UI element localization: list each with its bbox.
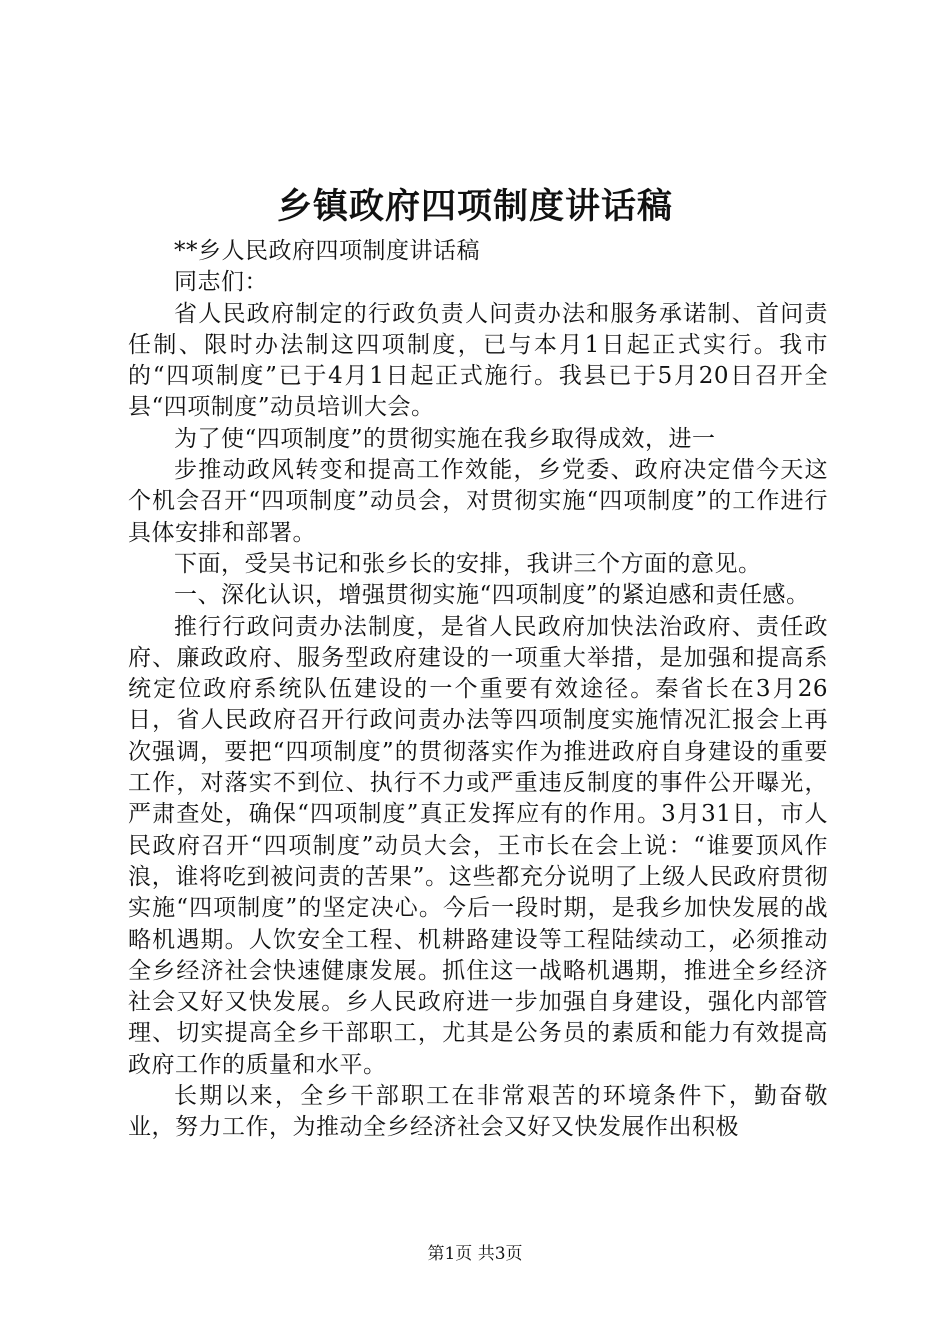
- paragraph: 步推动政风转变和提高工作效能，乡党委、政府决定借今天这个机会召开“四项制度”动员会，对贯彻实施“四项制度”的工作进行具体安排和部署。: [128, 457, 828, 546]
- document-title: 乡镇政府四项制度讲话稿: [276, 186, 673, 227]
- paragraph: 长期以来，全乡干部职工在非常艰苦的环境条件下，勤奋敬业，努力工作，为推动全乡经济社会又好又快发展作出积极: [128, 1083, 828, 1141]
- section-heading: 一、深化认识，增强贯彻实施“四项制度”的紧迫感和责任感。: [174, 582, 810, 609]
- paragraph-salutation: 同志们：: [174, 269, 268, 296]
- paragraph: 下面，受吴书记和张乡长的安排，我讲三个方面的意见。: [174, 550, 762, 577]
- paragraph: 为了使“四项制度”的贯彻实施在我乡取得成效，进一: [174, 425, 716, 452]
- document-body: [128, 236, 828, 1144]
- page-number: 第1页 共3页: [427, 1244, 523, 1264]
- paragraph: 推行行政问责办法制度，是省人民政府加快法治政府、责任政府、廉政政府、服务型政府建设的一项重大举措，是加强和提高系统定位政府系统队伍建设的一个重要有效途径。秦省长在3月26日，省人民政府召开行政问责办法等四项制度实施情况汇报会上再次强调，要把“四项制度”的贯彻落实作为推进政府自身建设的重要工作，对落实不到位、执行不力或严重违反制度的事件公开曝光，严肃查处，确保“四项制度”真正发挥应有的作用。3月31日，市人民政府召开“四项制度”动员大会，王市长在会上说：“谁要顶风作浪，谁将吃到被问责的苦果”。这些都充分说明了上级人民政府贯彻实施“四项制度”的坚定决心。今后一段时期，是我乡加快发展的战略机遇期。人饮安全工程、机耕路建设等工程陆续动工，必须推动全乡经济社会快速健康发展。抓住这一战略机遇期，推进全乡经济社会又好又快发展。乡人民政府进一步加强自身建设，强化内部管理、切实提高全乡干部职工，尤其是公务员的素质和能力有效提高政府工作的质量和水平。: [128, 613, 828, 1078]
- paragraph: 省人民政府制定的行政负责人问责办法和服务承诺制、首问责任制、限时办法制这四项制度，已与本月1日起正式实行。我市的“四项制度”已于4月1日起正式施行。我县已于5月20日召开全县“四项制度”动员培训大会。: [128, 300, 828, 421]
- paragraph-heading: **乡人民政府四项制度讲话稿: [174, 238, 480, 264]
